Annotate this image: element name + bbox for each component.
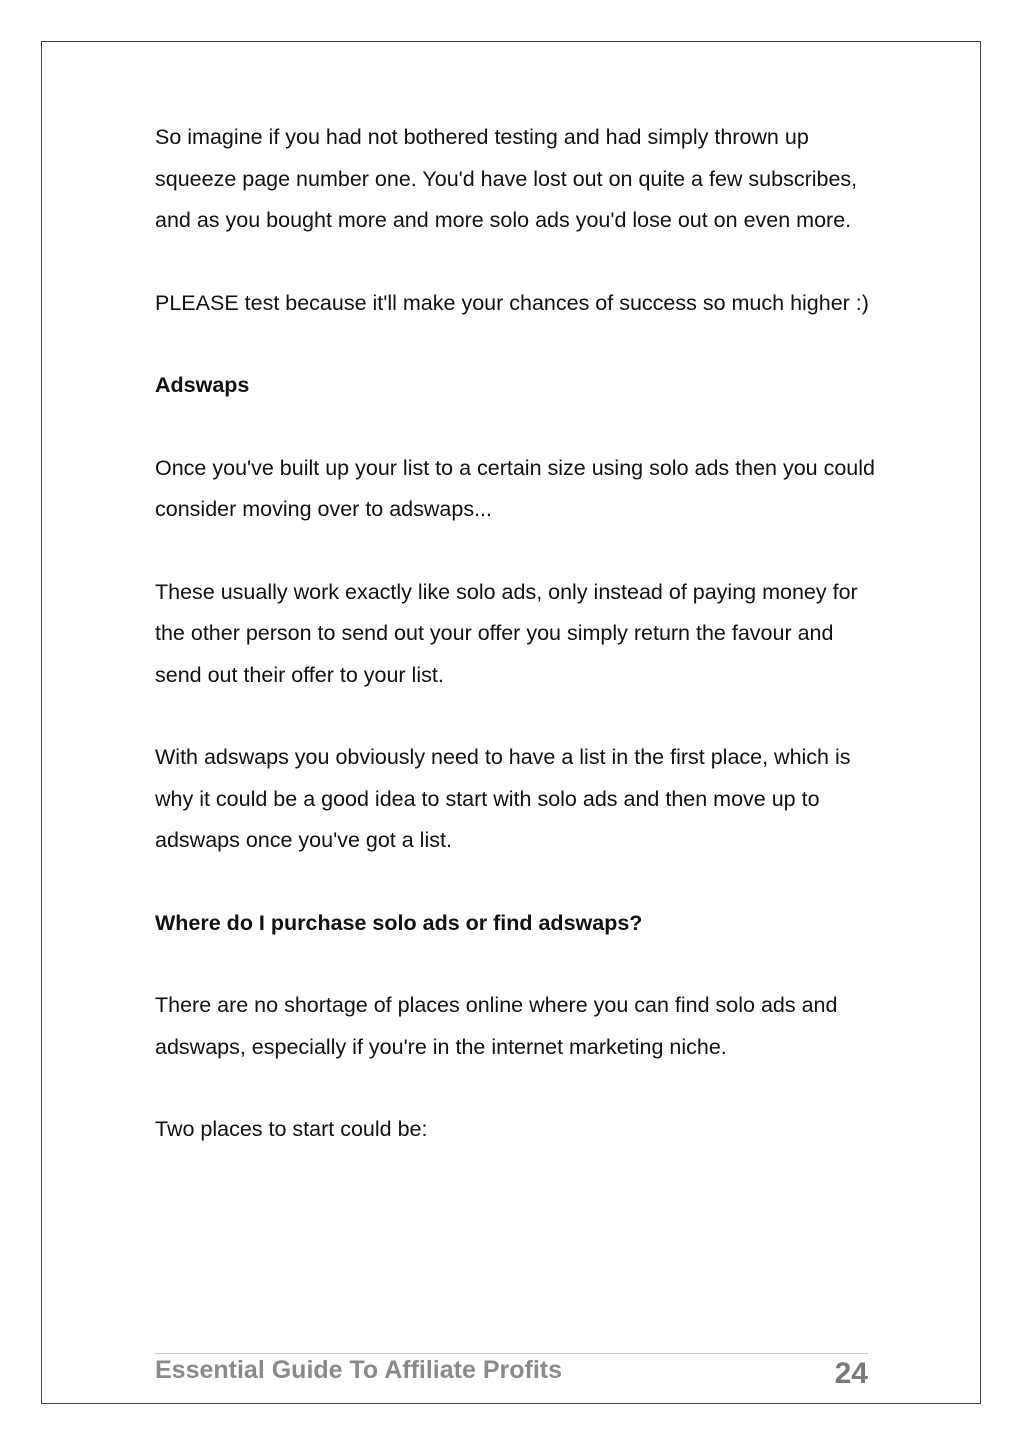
paragraph-please-test: PLEASE test because it'll make your chances of success so much higher :) xyxy=(155,290,869,315)
footer-title: Essential Guide To Affiliate Profits xyxy=(155,1356,563,1384)
paragraph-testing-intro: So imagine if you had not bothered testing and had simply thrown up squeeze page number one. You'd have lost out on quite a few subscribes, and as you bought more and more solo ads you'd lose out on even more. xyxy=(155,125,858,232)
paragraph-two-places: Two places to start could be: xyxy=(155,1117,428,1141)
heading-where-to-buy: Where do I purchase solo ads or find adswaps? xyxy=(155,910,643,935)
heading-adswaps: Adswaps xyxy=(155,373,250,397)
page-content xyxy=(155,117,875,1192)
paragraph-adswaps-intro: Once you've built up your list to a certain size using solo ads then you could consider moving over to adswaps... xyxy=(155,455,875,521)
page-number: 24 xyxy=(834,1357,868,1390)
paragraph-adswaps-list: With adswaps you obviously need to have a list in the first place, which is why it could be a good idea to start with solo ads and then move up to adswaps once you've got a list. xyxy=(155,745,851,852)
paragraph-adswaps-how: These usually work exactly like solo ads, only instead of paying money for the other person to send out your offer you simply return the favour and send out their offer to your list. xyxy=(155,579,858,687)
paragraph-places-online: There are no shortage of places online where you can find solo ads and adswaps, especially if you're in the internet marketing niche. xyxy=(155,993,838,1059)
